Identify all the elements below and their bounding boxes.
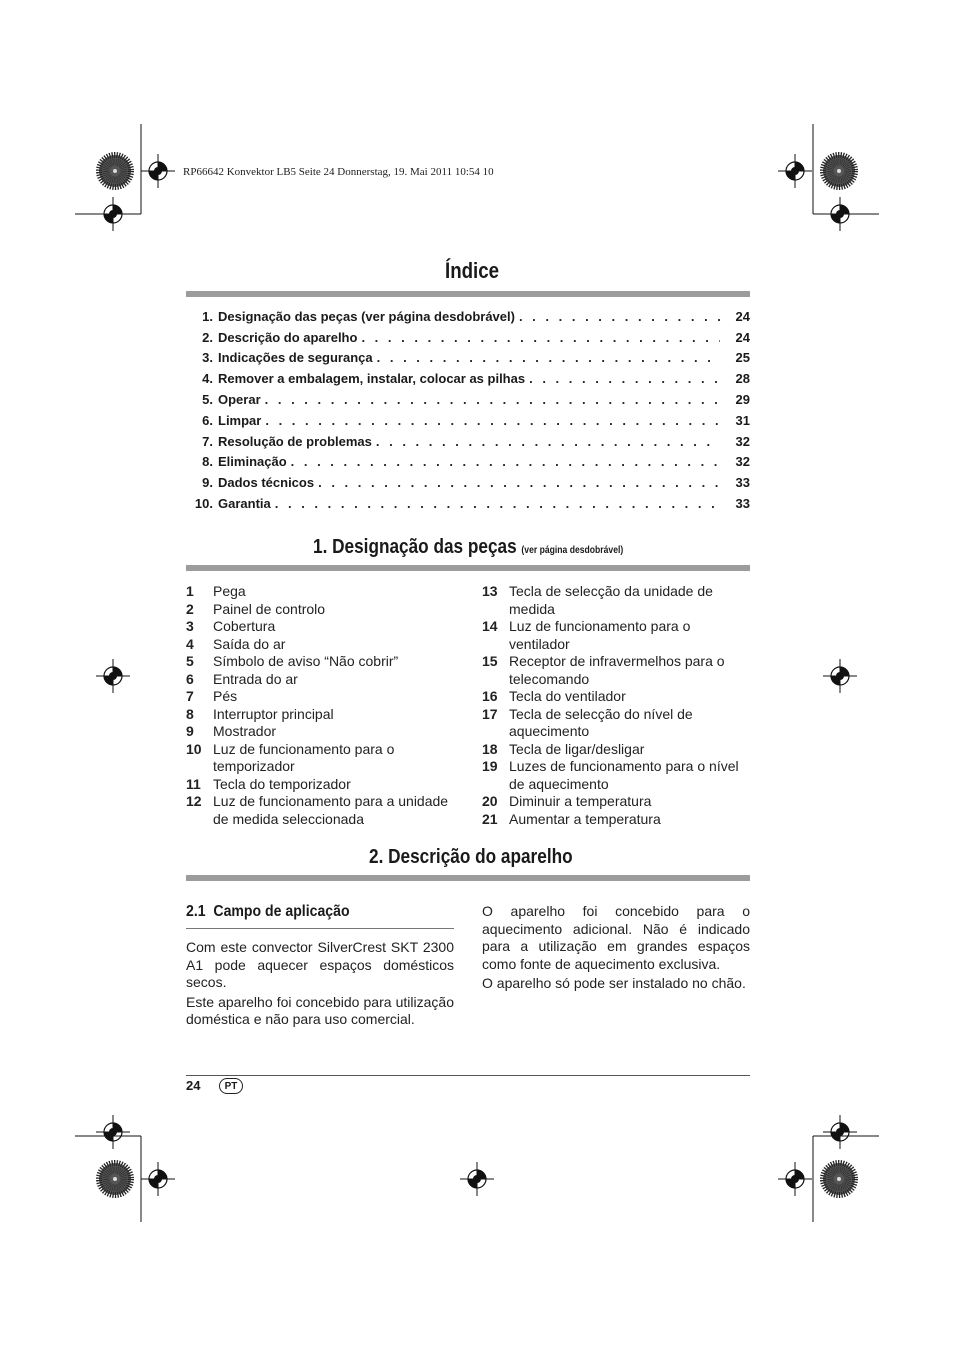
part-label: Diminuir a temperatura bbox=[509, 793, 652, 809]
page-number: 24 bbox=[186, 1078, 201, 1093]
part-list-item bbox=[482, 741, 750, 759]
part-number: 21 bbox=[482, 810, 498, 827]
toc-entry bbox=[186, 472, 750, 493]
toc-entry-number: 2. bbox=[202, 329, 213, 345]
toc-entry-number: 10. bbox=[194, 496, 213, 512]
part-number: 4 bbox=[186, 635, 194, 652]
part-number: 7 bbox=[186, 688, 194, 704]
toc-entry-leader bbox=[265, 392, 720, 407]
toc-entry-number: 9. bbox=[202, 475, 213, 491]
toc-entry-label: Designação das peças (ver página desdobrável) bbox=[218, 308, 515, 324]
part-number: 9 bbox=[186, 723, 194, 739]
part-label: Luzes de funcionamento para o nível de aquecimento bbox=[509, 758, 739, 792]
parts-list-left bbox=[186, 583, 451, 828]
toc-entry-page: 33 bbox=[735, 475, 750, 491]
part-list-item bbox=[186, 741, 451, 776]
part-number: 12 bbox=[186, 793, 202, 809]
part-number: 14 bbox=[482, 618, 498, 634]
part-label: Mostrador bbox=[213, 723, 277, 739]
toc-entry-leader bbox=[291, 454, 720, 469]
part-label: Tecla de ligar/desligar bbox=[509, 740, 645, 757]
toc-entry bbox=[186, 410, 750, 431]
toc-entry bbox=[186, 368, 750, 389]
part-number: 17 bbox=[482, 705, 498, 722]
part-list-item bbox=[482, 653, 750, 688]
part-list-item bbox=[186, 583, 451, 601]
toc-title-bar bbox=[186, 291, 750, 297]
toc-entry-page: 24 bbox=[735, 308, 750, 324]
toc-entry-label: Operar bbox=[218, 392, 261, 408]
section2-1-heading-rule bbox=[186, 928, 454, 929]
part-label: Tecla de selecção do nível de aquecimento bbox=[509, 705, 693, 739]
toc-entry-leader bbox=[519, 309, 720, 324]
section1-title-note: (ver página desdobrável) bbox=[521, 545, 624, 556]
part-number: 5 bbox=[186, 653, 194, 669]
toc-entry bbox=[186, 327, 750, 348]
paragraph: O aparelho foi concebido para o aquecimento adicional. Não é indicado para a utilização em grandes espaços como fonte de aquecimento exclusiva. bbox=[482, 903, 750, 972]
table-of-contents bbox=[186, 306, 750, 514]
toc-entry-number: 7. bbox=[202, 433, 213, 449]
toc-entry-label: Eliminação bbox=[218, 454, 287, 470]
toc-entry bbox=[186, 493, 750, 514]
paragraph: Com este convector SilverCrest SKT 2300 A1 pode aquecer espaços domésticos secos. bbox=[186, 939, 454, 990]
toc-entry-page: 32 bbox=[735, 454, 750, 470]
part-label: Entrada do ar bbox=[213, 670, 298, 687]
part-list-item bbox=[186, 671, 451, 689]
part-number: 19 bbox=[482, 758, 498, 774]
toc-entry-number: 6. bbox=[202, 412, 213, 428]
part-list-item bbox=[482, 758, 750, 793]
part-label: Aumentar a temperatura bbox=[509, 810, 661, 827]
toc-entry-leader bbox=[529, 371, 720, 386]
part-list-item bbox=[482, 688, 750, 706]
toc-entry-label: Limpar bbox=[218, 412, 262, 428]
part-list-item bbox=[186, 688, 451, 706]
toc-entry-label: Indicações de segurança bbox=[218, 350, 373, 366]
toc-entry-number: 5. bbox=[202, 392, 213, 408]
toc-entry-page: 25 bbox=[735, 350, 750, 366]
part-label: Pega bbox=[213, 583, 246, 599]
part-label: Tecla do temporizador bbox=[213, 775, 351, 792]
part-number: 10 bbox=[186, 740, 202, 757]
part-label: Luz de funcionamento para o temporizador bbox=[213, 740, 395, 774]
part-list-item bbox=[482, 618, 750, 653]
toc-entry-number: 3. bbox=[202, 350, 213, 366]
part-list-item bbox=[186, 723, 451, 741]
section2-right-text bbox=[482, 903, 750, 995]
section1-title-text: 1. Designação das peças bbox=[313, 536, 517, 558]
part-list-item bbox=[186, 618, 451, 636]
part-list-item bbox=[186, 776, 451, 794]
part-label: Tecla de selecção da unidade de medida bbox=[509, 583, 713, 617]
toc-entry-number: 8. bbox=[202, 454, 213, 470]
part-list-item bbox=[482, 706, 750, 741]
section2-left-text bbox=[186, 939, 454, 1031]
part-number: 18 bbox=[482, 740, 498, 757]
part-label: Saída do ar bbox=[213, 635, 286, 652]
part-number: 13 bbox=[482, 583, 498, 599]
part-label: Luz de funcionamento para a unidade de medida seleccionada bbox=[213, 793, 449, 827]
part-number: 20 bbox=[482, 793, 498, 809]
toc-entry-leader bbox=[275, 496, 720, 511]
footer-rule bbox=[186, 1075, 750, 1076]
part-number: 8 bbox=[186, 705, 194, 722]
toc-entry-number: 4. bbox=[202, 371, 213, 387]
part-number: 1 bbox=[186, 583, 194, 599]
part-list-item bbox=[186, 793, 451, 828]
toc-entry-label: Descrição do aparelho bbox=[218, 329, 358, 345]
toc-entry bbox=[186, 306, 750, 327]
part-label: Símbolo de aviso “Não cobrir” bbox=[213, 653, 399, 669]
toc-entry-leader bbox=[265, 413, 720, 428]
part-label: Pés bbox=[213, 688, 238, 704]
part-list-item bbox=[186, 653, 451, 671]
section2-1-heading: 2.1 Campo de aplicação bbox=[186, 903, 350, 920]
part-list-item bbox=[482, 793, 750, 811]
part-label: Receptor de infravermelhos para o telecomando bbox=[509, 653, 725, 687]
toc-entry-page: 31 bbox=[735, 412, 750, 428]
parts-list-right bbox=[482, 583, 750, 828]
toc-entry-leader bbox=[377, 350, 720, 365]
section1-title-bar bbox=[186, 565, 750, 571]
toc-entry-leader bbox=[361, 330, 720, 345]
section2-title-bar bbox=[186, 875, 750, 881]
toc-entry-page: 29 bbox=[735, 392, 750, 408]
toc-entry-leader bbox=[318, 475, 720, 490]
part-number: 6 bbox=[186, 670, 194, 687]
part-number: 11 bbox=[186, 775, 201, 792]
toc-entry bbox=[186, 389, 750, 410]
toc-entry-leader bbox=[376, 434, 720, 449]
part-label: Tecla do ventilador bbox=[509, 688, 626, 704]
part-number: 2 bbox=[186, 600, 194, 617]
section1-title bbox=[313, 536, 623, 559]
print-info-header: RP66642 Konvektor LB5 Seite 24 Donnerstag, 19. Mai 2011 10:54 10 bbox=[183, 166, 494, 178]
toc-entry-label: Remover a embalagem, instalar, colocar as pilhas bbox=[218, 371, 526, 387]
part-label: Cobertura bbox=[213, 618, 276, 634]
part-list-item bbox=[482, 811, 750, 829]
paragraph: Este aparelho foi concebido para utilização doméstica e não para uso comercial. bbox=[186, 993, 454, 1027]
part-number: 3 bbox=[186, 618, 194, 634]
part-label: Interruptor principal bbox=[213, 705, 334, 722]
section2-title: 2. Descrição do aparelho bbox=[369, 846, 573, 868]
toc-entry-label: Dados técnicos bbox=[218, 475, 315, 491]
part-list-item bbox=[482, 583, 750, 618]
part-list-item bbox=[186, 706, 451, 724]
toc-entry-number: 1. bbox=[202, 308, 213, 324]
toc-entry-page: 32 bbox=[735, 433, 750, 449]
part-number: 16 bbox=[482, 688, 498, 704]
part-label: Painel de controlo bbox=[213, 600, 326, 617]
paragraph: O aparelho só pode ser instalado no chão. bbox=[482, 975, 746, 991]
toc-entry bbox=[186, 452, 750, 473]
part-list-item bbox=[186, 636, 451, 654]
part-label: Luz de funcionamento para o ventilador bbox=[509, 618, 691, 652]
language-badge: PT bbox=[219, 1078, 243, 1094]
toc-title: Índice bbox=[445, 258, 500, 283]
toc-entry-label: Garantia bbox=[218, 496, 271, 512]
toc-entry-page: 24 bbox=[735, 329, 750, 345]
toc-entry-page: 33 bbox=[735, 496, 750, 512]
toc-entry bbox=[186, 431, 750, 452]
toc-entry-page: 28 bbox=[735, 371, 750, 387]
part-number: 15 bbox=[482, 653, 498, 669]
toc-entry bbox=[186, 348, 750, 369]
part-list-item bbox=[186, 601, 451, 619]
toc-entry-label: Resolução de problemas bbox=[218, 433, 372, 449]
